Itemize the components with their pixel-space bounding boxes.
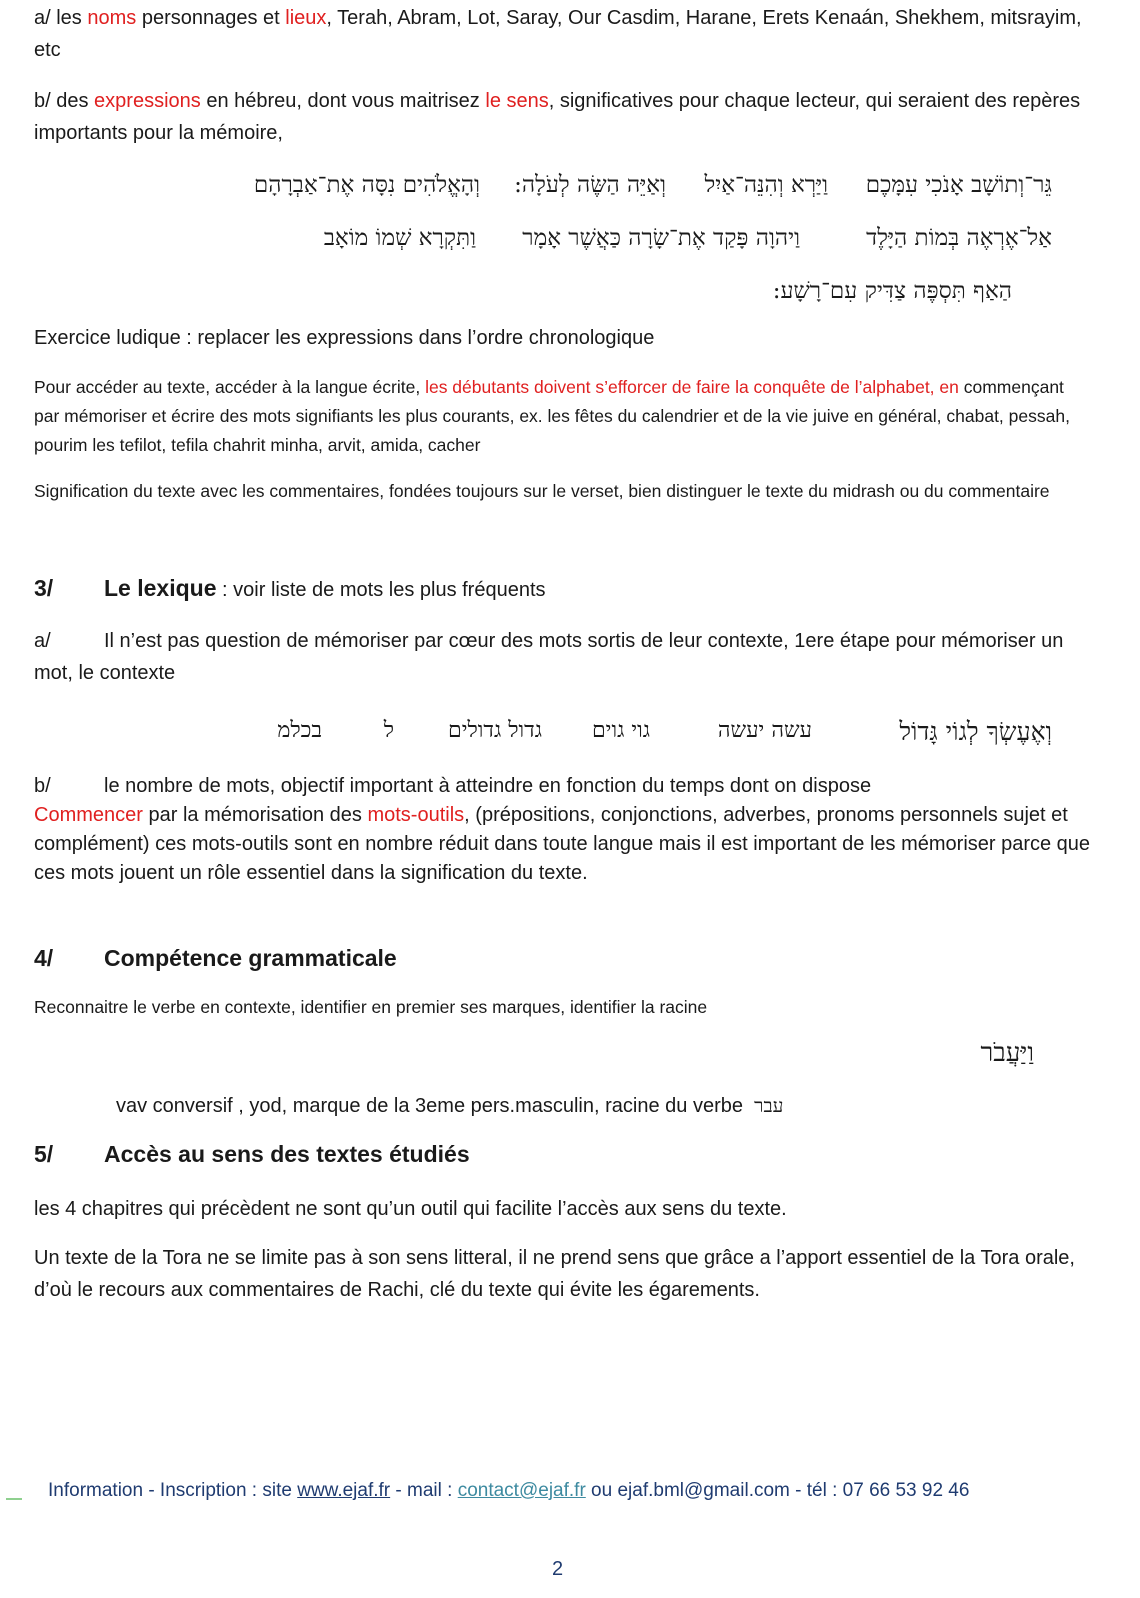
hebrew-word: גוי גוים [591,718,650,743]
text: , (prépositions, conjonctions, adverbes, pronoms personnels sujet et complément) ces mots-outils sont en nombre réduit dans toute langue mais il est important de les mémoriser parce que ces mots jouent un rôle essentiel dans la signification du texte. [34,804,1091,884]
text: par la mémorisation des [142,804,368,826]
paragraph-names-places [34,2,1094,66]
paragraph-lexique-a [34,625,1094,689]
hebrew-expression: וְהָאֱלֹהִים נִסָּה אֶת־אַבְרָהָם [253,172,480,198]
hebrew-verb: וַיַּעֲבֹר [980,1038,1034,1068]
highlight-expressions: expressions [94,90,201,112]
item-label: b/ [34,775,51,797]
text: , significatives pour chaque lecteur, qui seraient des repères importants pour la mémoire, [34,90,1081,144]
hebrew-word: גדול גדולים [447,718,542,743]
highlight-alphabet: les débutants doivent s’efforcer de faire la conquête de l’alphabet, en [425,377,959,397]
section-number: 5/ [34,1141,54,1167]
hebrew-expression: הַאַף תִּסְפֶּה צַדִּיק עִם־רָשָׁע: [772,278,1012,304]
contact-email-link[interactable]: contact@ejaf.fr [457,1480,586,1501]
footer-text: - mail : [390,1480,458,1501]
footer-text: Information - Inscription : site [48,1480,298,1501]
section-title: Compétence grammaticale [104,945,397,971]
paragraph-sens-2: Un texte de la Tora ne se limite pas à son sens litteral, il ne prend sens que grâce a l’apport essentiel de la Tora orale, d’où le recours aux commentaires de Rachi, clé du texte qui évite les égarements. [34,1247,1075,1301]
text: a/ les [34,7,88,29]
verb-analysis [116,1090,976,1122]
section-title: Accès au sens des textes étudiés [104,1141,470,1167]
text: b/ des [34,90,95,112]
highlight-sens: le sens [485,90,549,112]
footer [48,1480,969,1502]
paragraph-sens-1: les 4 chapitres qui précèdent ne sont qu’un outil qui facilite l’accès aux sens du texte. [34,1198,787,1220]
hebrew-word: בכלמ [277,718,322,743]
hebrew-expression: אַל־אֶרְאֶה בְּמוֹת הַיָּלֶד [866,225,1052,251]
text: Pour accéder au texte, accéder à la langue écrite, [34,377,426,397]
paragraph-access [34,373,1094,460]
text: en hébreu, dont vous maitrisez [200,90,486,112]
text: personnages et [136,7,286,29]
text: commençant par mémoriser et écrire des mots signifiants les plus courants, ex. les fêtes du calendrier et de la vie juive en général, chabat, pessah, pourim les tefilot, tefila chahrit minha, arvit, amida, cacher [34,377,1070,455]
section-heading-grammaire [34,945,397,972]
section-title: Le lexique [104,575,217,601]
section-number: 3/ [34,575,54,601]
hebrew-word: עשה יעשה [717,718,812,743]
hebrew-root: עבר [754,1095,784,1117]
section-heading-lexique [34,575,546,602]
page-number: 2 [552,1558,564,1580]
site-link[interactable]: www.ejaf.fr [297,1480,391,1501]
highlight-commencer: Commencer [34,804,143,826]
hebrew-word: ל [383,718,394,743]
text: , Terah, Abram, Lot, Saray, Our Casdim, Harane, Erets Kenaán, Shekhem, mitsrayim, etc [34,7,1082,61]
footer-text: ou ejaf.bml@gmail.com - tél : 07 66 53 92 46 [585,1480,970,1501]
item-label: a/ [34,630,51,652]
highlight-mots-outils: mots-outils [367,804,465,826]
text: Il n’est pas question de mémoriser par cœur des mots sortis de leur contexte, 1ere étape pour mémoriser un mot, le contexte [34,630,1064,684]
highlight-noms: noms [87,7,137,29]
text: le nombre de mots, objectif important à atteindre en fonction du temps dont on dispose [104,775,872,797]
hebrew-expression: וְאַיֵּה הַשֶּׂה לְעֹלָה: [514,172,666,198]
hebrew-expression: גֵּר־וְתוֹשָׁב אָנֹכִי עִמָּכֶם [865,172,1052,198]
hebrew-expression: וַיַּרְא וְהִנֵּה־אַיִל [704,172,828,198]
paragraph-lexique-b [34,772,1094,888]
text: vav conversif , yod, marque de la 3eme pers.masculin, racine du verbe [116,1095,743,1117]
section-subtitle: : voir liste de mots les plus fréquents [216,579,546,601]
highlight-lieux: lieux [285,7,327,29]
hebrew-word: וְאֶעֶשְׂךָ לְגוֹי גָּדוֹל [899,717,1052,746]
exercise-text: Exercice ludique : replacer les expressions dans l’ordre chronologique [34,327,655,349]
paragraph-signification: Signification du texte avec les commentaires, fondées toujours sur le verset, bien distinguer le texte du midrash ou du commentaire [34,481,1050,501]
paragraph-grammaire: Reconnaitre le verbe en contexte, identifier en premier ses marques, identifier la racine [34,997,708,1017]
hebrew-expression: וַיהוָה פָּקַד אֶת־שָׂרָה כַּאֲשֶׁר אָמָר [522,225,800,251]
decorative-mark [6,1498,22,1500]
section-heading-sens [34,1141,470,1168]
paragraph-expressions [34,85,1094,149]
section-number: 4/ [34,945,54,971]
hebrew-expression: וַתִּקְרָא שְׁמוֹ מוֹאָב [323,225,476,251]
